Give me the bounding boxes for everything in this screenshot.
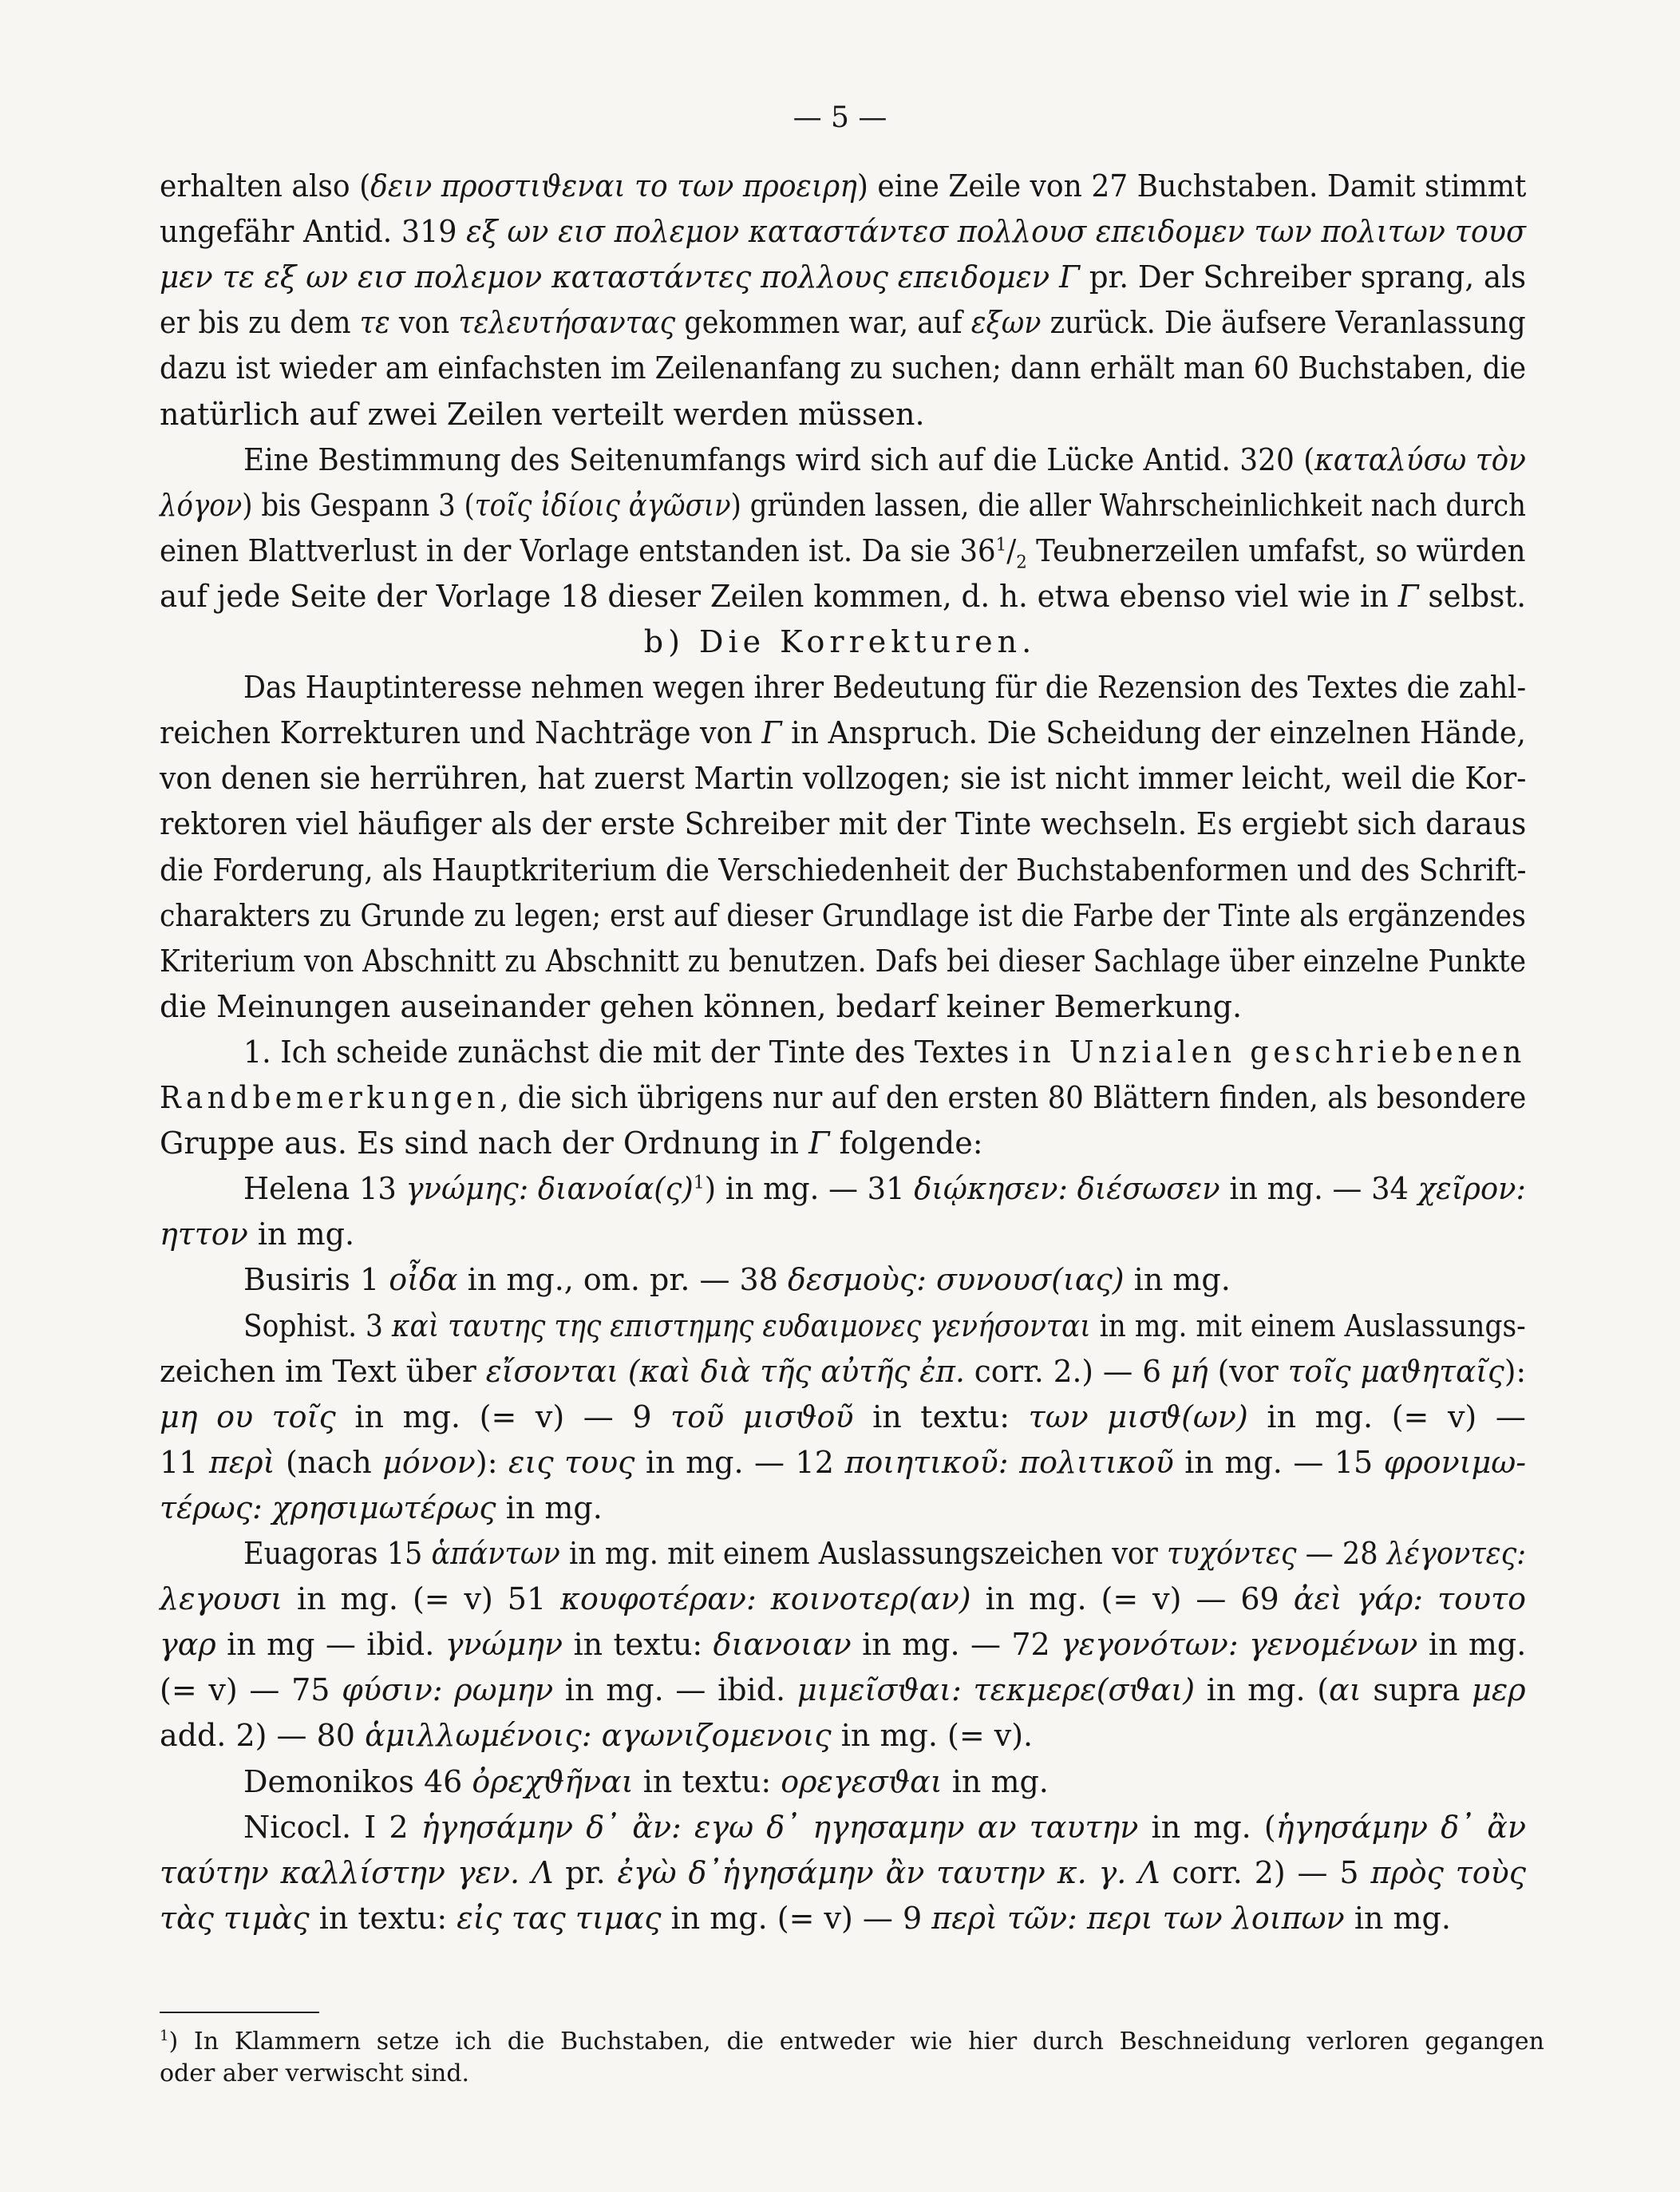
text-run: die Forderung, als Hauptkriterium die Verschiedenheit der Buchstabenformen und des Schrift- — [160, 852, 1527, 888]
text-line — [160, 1397, 1526, 1437]
greek-text: τελευτήσαντας — [458, 305, 676, 341]
greek-text: Γ — [808, 1126, 830, 1161]
text-run: in mg. — 34 — [1219, 1171, 1418, 1207]
greek-text: κουφοτέραν: κοινοτερ(αν) — [560, 1581, 971, 1617]
text-run: 1 — [693, 1172, 705, 1193]
text-run: in mg. (= v) — 9 — [335, 1399, 671, 1434]
greek-text: μή — [1170, 1353, 1208, 1389]
greek-text: τυχόντες — [1167, 1536, 1297, 1571]
greek-text: λέγοντες: — [1386, 1536, 1527, 1571]
text-run: in mg. — [1344, 1900, 1451, 1936]
text-run: in mg. (= v) 51 — [283, 1581, 561, 1617]
text-line — [160, 987, 1242, 1027]
text-run: Teubnerzeilen umfafst, so würden — [1026, 532, 1526, 568]
page-number: — 5 — — [793, 101, 887, 134]
greek-text: πρὸς τοὺς — [1370, 1854, 1527, 1890]
text-run: corr. 2.) — 6 — [964, 1353, 1171, 1389]
footnote-line — [160, 2058, 469, 2090]
text-line — [243, 1169, 1526, 1209]
text-line — [160, 941, 1526, 981]
text-line — [160, 212, 1526, 251]
text-line — [160, 1488, 603, 1528]
text-run: in mg. — [496, 1490, 603, 1525]
text-line — [160, 1214, 354, 1254]
greek-text: τοῦ μισϑοῦ — [670, 1399, 854, 1434]
greek-text: εἰς τας τιμας — [457, 1900, 662, 1936]
text-line — [160, 758, 1526, 798]
text-line — [160, 485, 1526, 525]
text-run: Gruppe aus. Es sind nach der Ordnung in — [160, 1126, 809, 1161]
text-run: Sophist. 3 — [243, 1308, 392, 1343]
greek-text: γνώμης: διανοία(ς) — [405, 1171, 694, 1207]
text-line — [160, 1123, 983, 1163]
greek-text: μη ου τοῖς — [160, 1399, 336, 1434]
greek-text: ἡγησάμην δ᾽ ἂν — [1275, 1809, 1527, 1845]
text-run: 1. Ich scheide zunächst die mit der Tinte des Textes — [243, 1034, 1018, 1070]
text-line — [160, 394, 925, 434]
greek-text: λόγον — [160, 487, 243, 523]
greek-text: τε — [359, 305, 390, 341]
text-run: Eine Bestimmung des Seitenumfangs wird sich auf die Lücke Antid. 320 ( — [243, 441, 1315, 477]
text-run: ) eine Zeile von 27 Buchstaben. Damit stimmt — [856, 168, 1527, 204]
greek-text: ποιητικοῦ: πολιτικοῦ — [844, 1444, 1174, 1480]
greek-text: δεσμοὺς: συνουσ(ιας) — [787, 1262, 1125, 1298]
text-run: folgende: — [829, 1126, 983, 1161]
text-run: in mg. — [1417, 1627, 1527, 1663]
greek-text: λεγουσι — [160, 1581, 283, 1617]
greek-text: δειν προστιϑεναι το των προειρη — [370, 168, 857, 204]
text-line — [160, 896, 1526, 936]
text-run: die Meinungen auseinander gehen können, bedarf keiner Bemerkung. — [160, 988, 1243, 1024]
text-run: in mg. — ibid. — [553, 1672, 797, 1708]
greek-text: μεν τε εξ ων εισ πολεμον καταστάντες πολλους επειδομεν Γ — [160, 259, 1080, 295]
text-run: pr. — [553, 1854, 618, 1890]
text-run: von denen sie herrühren, hat zuerst Martin vollzogen; sie ist nicht immer leicht, weil die Kor- — [160, 761, 1527, 797]
greek-text: γνώμην — [445, 1627, 563, 1663]
text-run: 11 — [160, 1444, 209, 1480]
greek-text: τοῖς μαϑηταῖς — [1287, 1353, 1504, 1389]
greek-text: εξ ων εισ πολεμον καταστάντεσ πολλουσ επειδομεν των πολιτων τουσ — [466, 214, 1526, 250]
text-line — [160, 1715, 1033, 1755]
text-run: supra — [1361, 1672, 1472, 1708]
text-run: in mg. — [942, 1763, 1049, 1799]
text-run: in Anspruch. Die Scheidung der einzelnen Hände, — [781, 715, 1526, 751]
text-run: pr. Der Schreiber sprang, als — [1079, 259, 1527, 295]
text-line — [160, 1351, 1526, 1391]
greek-text: φύσιν: ρωμην — [342, 1672, 554, 1708]
text-line — [243, 440, 1526, 480]
text-run: Helena 13 — [243, 1171, 406, 1207]
greek-text: ἐγὼ δ᾽ἡγησάμην ἂν ταυτην κ. γ. Λ — [617, 1854, 1160, 1890]
greek-text: ἡγησάμην δ᾽ ἂν: εγω δ᾽ ηγησαμην αν ταυτην — [421, 1809, 1139, 1845]
text-line — [160, 303, 1526, 342]
footnote-line — [160, 2026, 1544, 2058]
greek-text: ταύτην καλλίστην γεν. Λ — [160, 1854, 554, 1890]
greek-text: καταλύσω τὸν — [1314, 441, 1526, 477]
greek-text: χεῖρον: — [1417, 1171, 1526, 1207]
text-line — [243, 1807, 1526, 1847]
text-run: einen Blattverlust in der Vorlage entstanden ist. Da sie 36 — [160, 532, 996, 568]
text-line — [160, 804, 1526, 844]
text-run: in mg. (= v) — — [1247, 1399, 1526, 1434]
text-line — [243, 1533, 1526, 1573]
text-line — [160, 531, 1526, 571]
text-line — [243, 1306, 1526, 1346]
text-line — [160, 1853, 1526, 1893]
greek-text: τὰς τιμὰς — [160, 1900, 310, 1936]
text-line — [160, 257, 1526, 297]
text-run: in mg. mit einem Auslassungszeichen vor — [559, 1536, 1168, 1571]
text-line — [160, 1442, 1526, 1482]
text-run: natürlich auf zwei Zeilen verteilt werden müssen. — [160, 396, 925, 432]
text-line — [160, 713, 1526, 753]
text-run: Nicocl. I 2 — [243, 1809, 421, 1845]
text-run: in textu: — [563, 1627, 714, 1663]
text-run: in mg. mit einem Auslassungs- — [1090, 1308, 1526, 1343]
text-run: 1 — [160, 2028, 169, 2044]
greek-text: γαρ — [160, 1627, 216, 1663]
text-run: Kriterium von Abschnitt zu Abschnitt zu benutzen. Dafs bei dieser Sachlage über einzelne Punkte — [160, 943, 1527, 979]
text-run: 1 — [995, 534, 1007, 556]
text-run: charakters zu Grunde zu legen; erst auf dieser Grundlage ist die Farbe der Tinte als ergänzendes — [160, 897, 1526, 933]
text-run: (vor — [1208, 1353, 1288, 1389]
greek-text: εις τους — [508, 1444, 635, 1480]
text-run: in mg. — [1124, 1262, 1231, 1298]
text-line — [160, 1078, 1526, 1118]
text-run: in mg. (= v) — 9 — [661, 1900, 932, 1936]
text-run: ): — [475, 1444, 509, 1480]
greek-text: Γ — [1397, 578, 1419, 614]
greek-text: καὶ ταυτης της επιστημης ευδαιμονες γενήσονται — [391, 1308, 1091, 1343]
greek-text: διανοιαν — [713, 1627, 852, 1663]
text-run: in mg — ibid. — [215, 1627, 445, 1663]
text-run: von — [389, 305, 459, 341]
text-run: in textu: — [309, 1900, 457, 1936]
text-run: in textu: — [853, 1399, 1029, 1434]
text-line — [243, 1762, 1049, 1802]
greek-text: ορεγεσϑαι — [781, 1763, 943, 1799]
greek-text: Γ — [761, 715, 782, 751]
text-run: in mg. — 72 — [851, 1627, 1061, 1663]
text-line — [243, 667, 1526, 707]
text-line — [160, 166, 1526, 206]
text-run: oder aber verwischt sind. — [160, 2059, 470, 2087]
text-line — [160, 1624, 1526, 1664]
text-run: reichen Korrekturen und Nachträge von — [160, 715, 762, 751]
text-run: gekommen war, auf — [675, 305, 971, 341]
text-line — [160, 1670, 1526, 1710]
text-run: in mg. — 15 — [1173, 1444, 1384, 1480]
spaced-text: in Unzialen geschriebenen — [1018, 1034, 1527, 1070]
text-run: in mg. ( — [1195, 1672, 1330, 1708]
text-run: Demonikos 46 — [243, 1763, 472, 1799]
text-run: Das Hauptinteresse nehmen wegen ihrer Bedeutung für die Rezension des Textes die zahl- — [243, 670, 1527, 706]
text-run: in mg. (= v). — [831, 1718, 1034, 1754]
greek-text: αι — [1329, 1672, 1362, 1708]
greek-text: εἴσονται (καὶ διὰ τῆς αὐτῆς ἐπ. — [485, 1353, 965, 1389]
text-run: auf jede Seite der Vorlage 18 dieser Zeilen kommen, d. h. etwa ebenso viel wie in — [160, 578, 1398, 614]
greek-text: γεγονότων: γενομένων — [1061, 1627, 1418, 1663]
greek-text: τέρως: χρησιμωτέρως — [160, 1490, 496, 1525]
text-line — [160, 1579, 1526, 1619]
text-run: ungefähr Antid. 319 — [160, 214, 467, 250]
text-line — [160, 850, 1526, 890]
text-run: dazu ist wieder am einfachsten im Zeilenanfang zu suchen; dann erhält man 60 Buchstaben, die — [160, 350, 1527, 386]
text-run: ) in mg. — 31 — [704, 1171, 915, 1207]
greek-text: εξων — [970, 305, 1042, 341]
greek-text: περὶ — [208, 1444, 275, 1480]
text-run: in textu: — [633, 1763, 781, 1799]
text-run: / — [1006, 532, 1017, 568]
greek-text: οἶδα — [389, 1262, 458, 1298]
text-run: ) gründen lassen, die aller Wahrscheinlichkeit nach durch — [730, 487, 1527, 523]
section-heading: b) Die Korrekturen. — [643, 624, 1037, 659]
text-run: in mg. — 12 — [634, 1444, 845, 1480]
text-run: (nach — [275, 1444, 383, 1480]
text-run: add. 2) — 80 — [160, 1718, 366, 1754]
spaced-text: Randbemerkungen — [160, 1080, 500, 1115]
text-line — [243, 1260, 1231, 1300]
greek-text: ἀεὶ γάρ: τουτο — [1293, 1581, 1526, 1617]
text-run: ): — [1504, 1353, 1527, 1389]
greek-text: ηττον — [160, 1217, 248, 1252]
text-run: ) bis Gespann 3 ( — [242, 487, 475, 523]
text-run: selbst. — [1418, 578, 1527, 614]
text-run: in mg. ( — [1138, 1809, 1276, 1845]
greek-text: φρονιμω- — [1383, 1444, 1527, 1480]
text-line — [243, 1032, 1526, 1072]
text-run: in mg. — [247, 1217, 355, 1252]
text-run: zurück. Die äufsere Veranlassung — [1041, 305, 1526, 341]
text-line — [160, 1898, 1451, 1938]
text-run: (= v) — 75 — [160, 1672, 342, 1708]
greek-text: διῴκησεν: διέσωσεν — [914, 1171, 1220, 1207]
text-run: in mg. (= v) — 69 — [970, 1581, 1294, 1617]
greek-text: ἁμιλλωμένοις: αγωνιζομενοις — [365, 1718, 832, 1754]
text-run: Busiris 1 — [243, 1262, 389, 1298]
footnote-rule — [160, 2012, 319, 2013]
text-run: er bis zu dem — [160, 305, 360, 341]
text-run: Euagoras 15 — [243, 1536, 432, 1571]
text-run: in mg., om. pr. — 38 — [457, 1262, 788, 1298]
text-run: rektoren viel häufiger als der erste Schreiber mit der Tinte wechseln. Es ergiebt sich daraus — [160, 806, 1527, 842]
text-run: erhalten also ( — [160, 168, 371, 204]
text-run: , die sich übrigens nur auf den ersten 80 Blättern finden, als besondere — [500, 1080, 1527, 1115]
greek-text: περὶ τῶν: περι των λοιπων — [931, 1900, 1345, 1936]
greek-text: μιμεῖσϑαι: τεκμερε(σϑαι) — [797, 1672, 1196, 1708]
greek-text: μερ — [1472, 1672, 1526, 1708]
text-run: corr. 2) — 5 — [1160, 1854, 1371, 1890]
greek-text: μόνον — [382, 1444, 476, 1480]
text-run: — 28 — [1296, 1536, 1387, 1571]
text-run: zeichen im Text über — [160, 1353, 486, 1389]
greek-text: τοῖς ἰδίοις ἀγῶσιν — [474, 487, 731, 523]
text-line — [160, 348, 1526, 388]
text-run: 2 — [1016, 552, 1027, 573]
greek-text: ἁπάντων — [431, 1536, 560, 1571]
text-run: ) In Klammern setze ich die Buchstaben, die entweder wie hier durch Beschneidung verloren gegangen — [168, 2028, 1544, 2055]
greek-text: των μισϑ(ων) — [1028, 1399, 1248, 1434]
greek-text: ὀρεχϑῆναι — [472, 1763, 634, 1799]
text-line — [160, 576, 1526, 616]
